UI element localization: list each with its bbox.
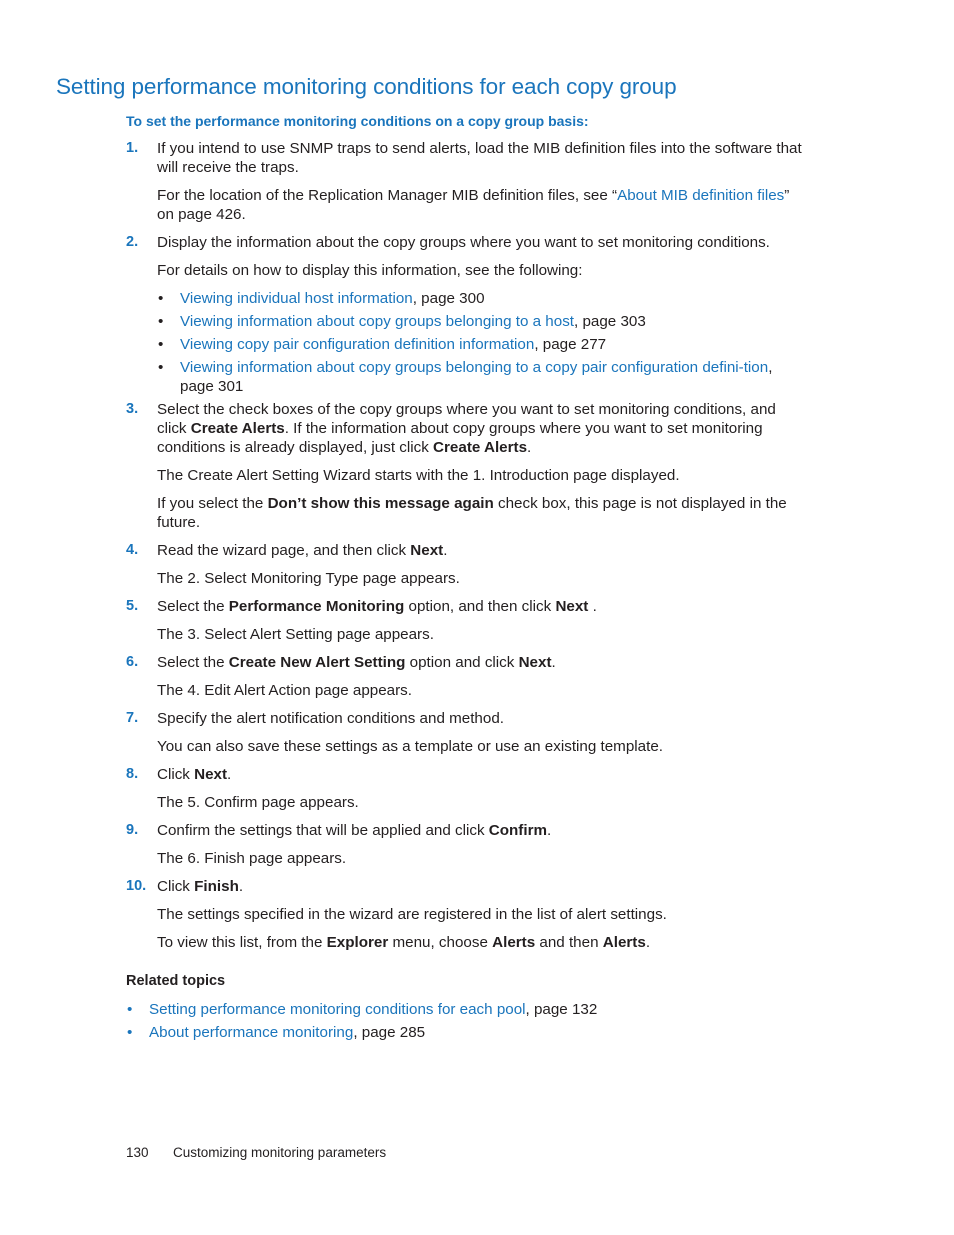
step-2-note: For details on how to display this information, see the following:: [157, 262, 583, 279]
step-5: [126, 597, 806, 616]
step-10: [126, 877, 806, 896]
list-item: [157, 335, 806, 354]
ui-term: Next: [410, 542, 444, 559]
ui-term: Next: [194, 766, 228, 783]
bullet-icon: •: [127, 1001, 133, 1018]
step-text: .: [546, 822, 552, 839]
step-text: Select the: [157, 654, 229, 671]
step-text: Display the information about the copy groups where you want to set monitoring conditions.: [157, 234, 770, 251]
step-10-note: The settings specified in the wizard are registered in the list of alert settings.: [157, 906, 667, 923]
page-reference: , page 285: [353, 1024, 426, 1041]
step-number: 7.: [126, 710, 139, 726]
note-text: To view this list, from the: [157, 934, 327, 951]
ui-term: Alerts: [492, 934, 536, 951]
ui-term: Next: [555, 598, 589, 615]
step-text: .: [238, 878, 244, 895]
step-number: 6.: [126, 654, 139, 670]
list-item: [126, 1000, 806, 1019]
step-text: Click: [157, 766, 195, 783]
step-9: [126, 821, 806, 840]
step-text: Select the check boxes of the copy groups where you want to set monitoring conditions, and click: [157, 401, 776, 437]
list-item: [157, 358, 806, 396]
step-text: Select the: [157, 598, 229, 615]
ui-term: Create New Alert Setting: [228, 654, 406, 671]
step-4: [126, 541, 806, 560]
step-2: [126, 233, 806, 252]
related-topics-heading: Related topics: [126, 973, 226, 989]
step-text: Read the wizard page, and then click: [157, 542, 411, 559]
note-text: For the location of the Replication Manager MIB definition files, see “: [157, 187, 618, 204]
link-viewing-copy-groups-copy-pair[interactable]: Viewing information about copy groups belonging to a copy pair configuration defini-tion: [180, 359, 769, 376]
step-number: 8.: [126, 766, 139, 782]
step-number: 5.: [126, 598, 139, 614]
list-item: [157, 312, 806, 331]
page-reference: , page 132: [525, 1001, 598, 1018]
step-8: [126, 765, 806, 784]
link-about-performance-monitoring[interactable]: About performance monitoring: [149, 1024, 354, 1041]
step-text: Click: [157, 878, 195, 895]
note-text: menu, choose: [388, 934, 493, 951]
related-topics-list: [126, 1000, 806, 1046]
step-text: . If the information about copy groups where you want to set monitoring conditions is already displayed, just click: [157, 420, 763, 456]
link-setting-performance-pool[interactable]: Setting performance monitoring conditions for each pool: [149, 1001, 526, 1018]
ui-term: Finish: [194, 878, 239, 895]
bullet-icon: •: [158, 313, 164, 330]
note-text: .: [645, 934, 651, 951]
step-3-note-2: [157, 494, 806, 532]
step-6: [126, 653, 806, 672]
step-text: If you intend to use SNMP traps to send alerts, load the MIB definition files into the software that will receive the traps.: [157, 140, 802, 176]
link-viewing-copy-pair-configuration[interactable]: Viewing copy pair configuration definition information: [180, 336, 535, 353]
step-6-note: The 4. Edit Alert Action page appears.: [157, 682, 412, 699]
footer-section-title: Customizing monitoring parameters: [173, 1145, 387, 1160]
step-10-note-2: [157, 933, 806, 952]
step-number: 10.: [126, 878, 147, 894]
bullet-icon: •: [158, 359, 164, 376]
step-text: Confirm the settings that will be applied and click: [157, 822, 489, 839]
ui-term: Alerts: [602, 934, 646, 951]
step-7-note: You can also save these settings as a template or use an existing template.: [157, 738, 663, 755]
step-7: [126, 709, 806, 728]
step-text: Specify the alert notification conditions and method.: [157, 710, 504, 727]
page-reference: , page 303: [574, 313, 646, 330]
note-text: check box, this page is not displayed in the future.: [157, 495, 787, 531]
step-text: option, and then click: [404, 598, 556, 615]
step-4-note: The 2. Select Monitoring Type page appears.: [157, 570, 460, 587]
step-3: [126, 400, 806, 457]
link-viewing-individual-host-information[interactable]: Viewing individual host information: [180, 290, 413, 307]
bullet-icon: •: [127, 1024, 133, 1041]
list-item: [157, 289, 806, 308]
link-viewing-copy-groups-host[interactable]: Viewing information about copy groups belonging to a host: [180, 313, 575, 330]
ui-term: Next: [518, 654, 552, 671]
step-1-note: [157, 186, 806, 224]
ui-term: Create Alerts: [433, 439, 528, 456]
bullet-icon: •: [158, 336, 164, 353]
step-1: [126, 139, 806, 177]
procedure-heading: To set the performance monitoring conditions on a copy group basis:: [126, 113, 589, 129]
ui-term: Don’t show this message again: [267, 495, 494, 512]
ui-term: Explorer: [326, 934, 389, 951]
section-title: Setting performance monitoring conditions for each copy group: [56, 74, 677, 99]
step-text: option and click: [405, 654, 519, 671]
note-text: and then: [535, 934, 603, 951]
ui-term: Confirm: [488, 822, 547, 839]
link-about-mib-definition-files[interactable]: About MIB definition files: [617, 187, 785, 204]
step-number: 3.: [126, 401, 139, 417]
step-text: .: [443, 542, 448, 559]
note-text: If you select the: [157, 495, 268, 512]
note-text: ” on page 426.: [157, 187, 790, 223]
ui-term: Create Alerts: [190, 420, 285, 437]
step-text: .: [227, 766, 232, 783]
bullet-icon: •: [158, 290, 164, 307]
step-text: .: [551, 654, 556, 671]
see-also-list: [157, 289, 806, 396]
page-number: 130: [126, 1145, 149, 1160]
step-number: 4.: [126, 542, 139, 558]
page-footer: [126, 1145, 386, 1160]
ui-term: Performance Monitoring: [228, 598, 405, 615]
page-reference: , page 301: [180, 359, 773, 395]
page-reference: , page 300: [412, 290, 485, 307]
step-3-note: The Create Alert Setting Wizard starts with the 1. Introduction page displayed.: [157, 467, 680, 484]
step-5-note: The 3. Select Alert Setting page appears.: [157, 626, 434, 643]
list-item: [126, 1023, 806, 1042]
step-text: .: [527, 439, 532, 456]
step-number: 2.: [126, 234, 139, 250]
step-9-note: The 6. Finish page appears.: [157, 850, 347, 867]
step-text: .: [588, 598, 597, 615]
step-number: 1.: [126, 140, 139, 156]
procedure-steps: [126, 139, 806, 961]
step-number: 9.: [126, 822, 139, 838]
step-8-note: The 5. Confirm page appears.: [157, 794, 359, 811]
page-reference: , page 277: [534, 336, 607, 353]
